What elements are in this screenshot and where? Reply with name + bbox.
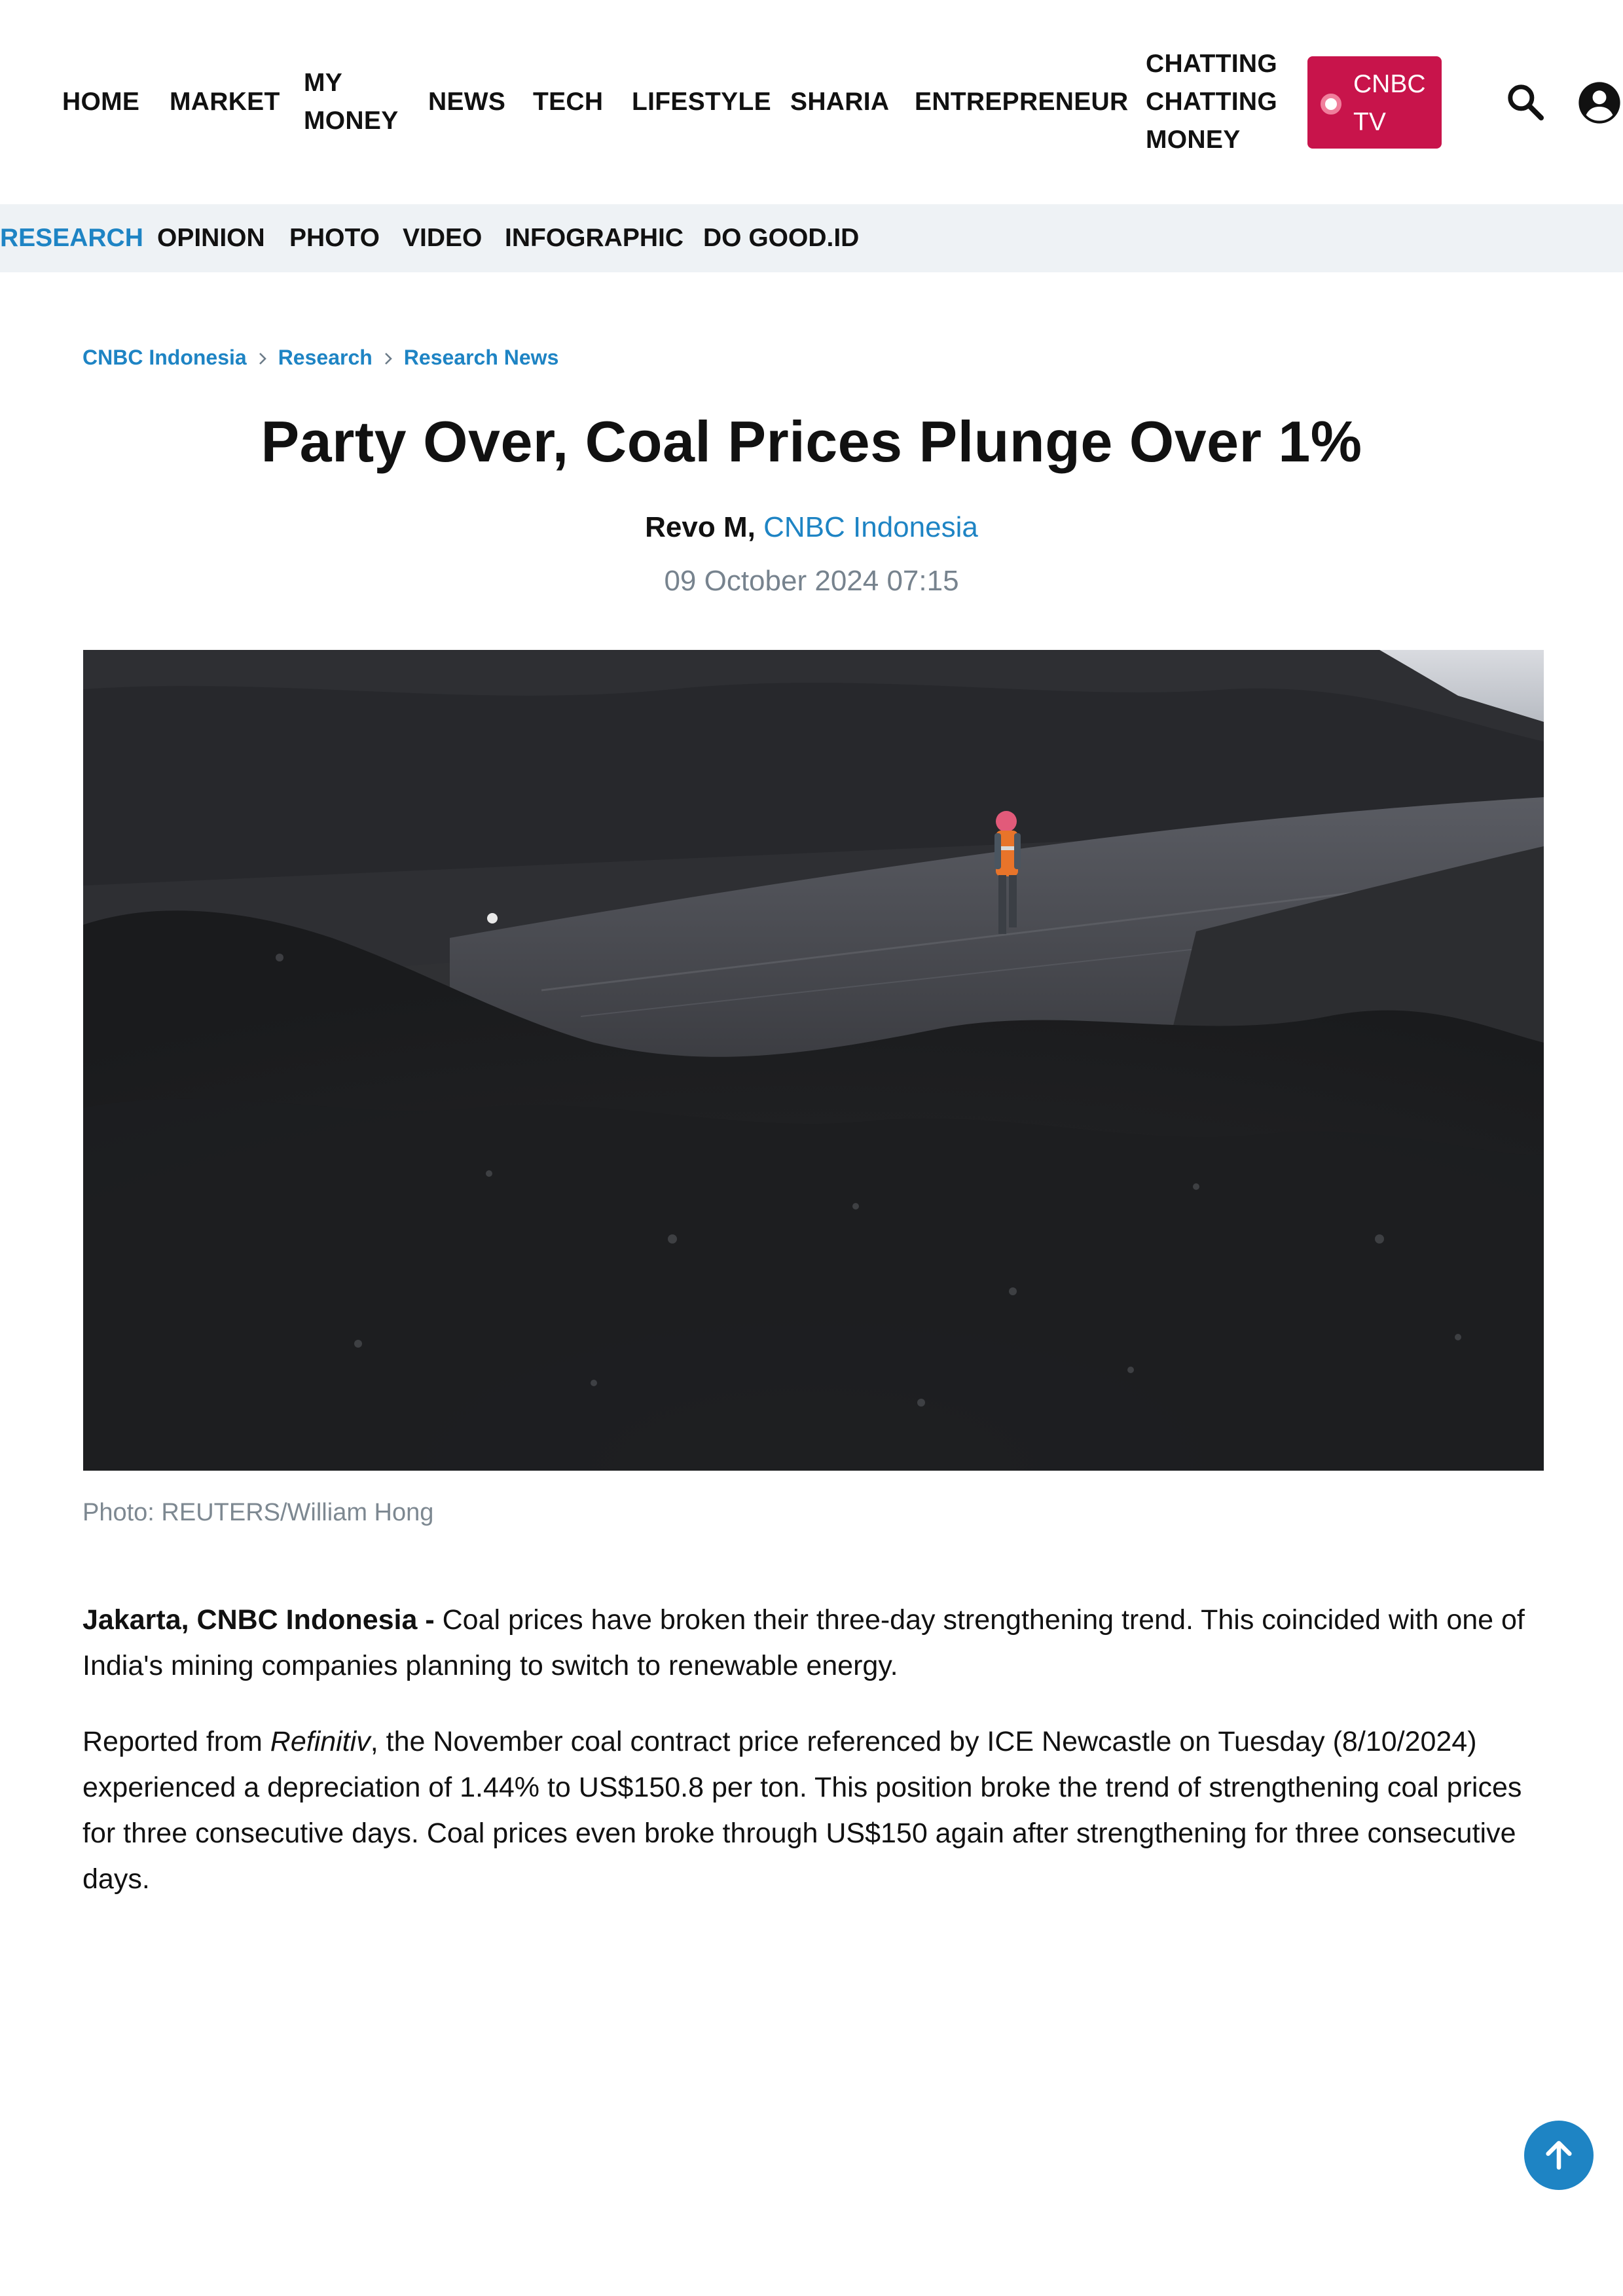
breadcrumb <box>82 342 558 373</box>
nav-item-entrepreneur[interactable]: ENTREPRENEUR <box>915 88 1129 116</box>
nav-item-chatting-chatting-money[interactable]: CHATTING CHATTING MONEY <box>1146 50 1277 154</box>
top-navigation <box>0 0 1623 204</box>
chevron-right-icon <box>373 346 404 370</box>
sub-navigation <box>0 204 1623 272</box>
nav-item-lifestyle[interactable]: LIFESTYLE <box>632 88 771 116</box>
dateline-lead: Jakarta, CNBC Indonesia - <box>82 1604 435 1636</box>
subnav-item-infographic[interactable]: INFOGRAPHIC <box>505 224 684 252</box>
article-title: Party Over, Coal Prices Plunge Over 1% <box>261 409 1362 474</box>
subnav-item-opinion[interactable]: OPINION <box>157 224 265 252</box>
breadcrumb-item-research[interactable]: Research <box>278 345 373 369</box>
article-paragraph <box>82 1597 1542 1689</box>
article-date: 09 October 2024 07:15 <box>664 565 959 597</box>
nav-item-sharia[interactable]: SHARIA <box>790 88 890 116</box>
photo-caption: Photo: REUTERS/William Hong <box>82 1499 434 1526</box>
chevron-right-icon <box>247 346 278 370</box>
source-name: Refinitiv <box>270 1726 371 1757</box>
nav-item-market[interactable]: MARKET <box>170 88 280 116</box>
subnav-item-photo[interactable]: PHOTO <box>289 224 380 252</box>
article-body <box>82 1597 1542 1932</box>
cnbc-tv-button[interactable] <box>1307 56 1442 149</box>
cnbc-tv-label: CNBC TV <box>1353 70 1426 136</box>
arrow-up-icon <box>1541 2137 1577 2174</box>
article-paragraph <box>82 1719 1542 1902</box>
paragraph-text: Reported from <box>82 1726 270 1757</box>
live-dot-icon <box>1321 94 1341 115</box>
nav-item-tech[interactable]: TECH <box>533 88 604 116</box>
nav-item-home[interactable]: HOME <box>62 88 140 116</box>
user-account-icon[interactable] <box>1578 81 1621 124</box>
article-outlet-link[interactable]: CNBC Indonesia <box>763 511 978 543</box>
article-hero-image <box>83 650 1544 1471</box>
subnav-item-video[interactable]: VIDEO <box>403 224 483 252</box>
paragraph-text: , the November coal contract price referenced by ICE Newcastle on Tuesday (8/10/2024) experienced a depreciation of 1.44% to US$150.8 per ton. This position broke the trend of strengthening coal prices for three consecutive days. Coal prices even broke through US$150 again after strengthening for three consecutive days. <box>82 1726 1522 1895</box>
breadcrumb-item-research-news[interactable]: Research News <box>403 345 559 369</box>
nav-item-my-money[interactable]: MY MONEY <box>304 69 399 135</box>
nav-item-news[interactable]: NEWS <box>428 88 506 116</box>
search-icon[interactable] <box>1504 81 1546 123</box>
subnav-item-do-good-id[interactable]: DO GOOD.ID <box>703 224 860 252</box>
article-author: Revo M, <box>645 511 756 543</box>
article-byline <box>0 507 1623 548</box>
breadcrumb-item-home[interactable]: CNBC Indonesia <box>82 345 247 369</box>
paragraph-text: Coal prices have broken their three-day strengthening trend. This coincided with one of India's mining companies planning to switch to renewable energy. <box>82 1604 1525 1681</box>
back-to-top-button[interactable] <box>1524 2121 1594 2190</box>
subnav-item-research[interactable]: RESEARCH <box>0 224 143 252</box>
